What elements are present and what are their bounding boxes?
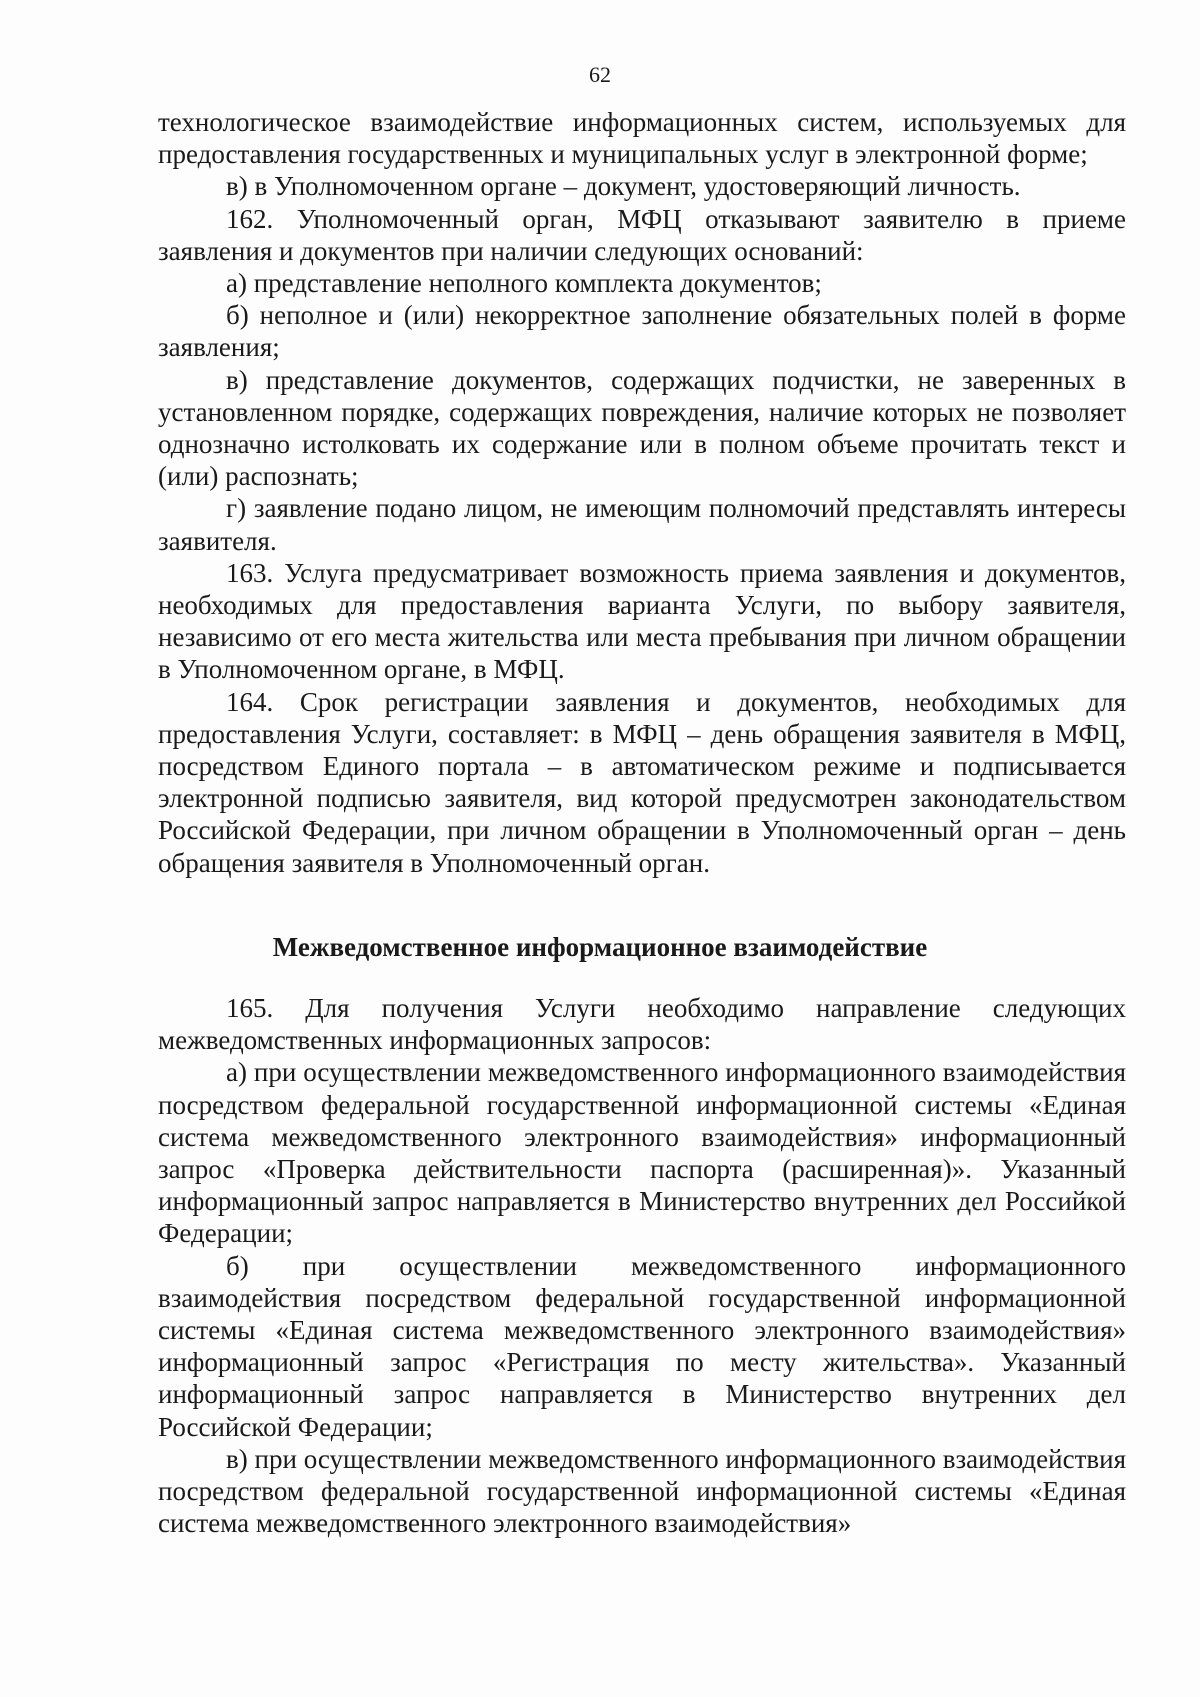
section-heading: Межведомственное информационное взаимодействие — [272, 932, 928, 962]
paragraph-165-v: в) при осуществлении межведомственного информационного взаимодействия посредством федеральной государственной информационной системы «Единая система межведомственного электронного взаимодействия» — [158, 1443, 1126, 1539]
paragraph-162-g: г) заявление подано лицом, не имеющим полномочий представлять интересы заявителя. — [158, 493, 1126, 556]
paragraph-162-v: в) представление документов, содержащих подчистки, не заверенных в установленном порядке, содержащих повреждения, наличие которых не позволяет однозначно истолковать их содержание или в полном объеме прочитать текст и (или) распознать; — [158, 364, 1126, 492]
paragraph-164: 164. Срок регистрации заявления и документов, необходимых для предоставления Услуги, составляет: в МФЦ – день обращения заявителя в МФЦ, посредством Единого портала – в автоматическом режиме и подписывается электронной подписью заявителя, вид которой предусмотрен законодательством Российской Федерации, при личном обращении в Уполномоченный орган – день обращения заявителя в Уполномоченный орган. — [158, 686, 1126, 878]
paragraph-162-b: б) неполное и (или) некорректное заполнение обязательных полей в форме заявления; — [158, 300, 1126, 363]
page-number: 62 — [589, 62, 611, 87]
paragraph-165-b: б) при осуществлении межведомственного информационного взаимодействия посредством федеральной государственной информационной системы «Единая система межведомственного электронного взаимодействия» информационный запрос «Регистрация по месту жительства». Указанный информационный запрос направляется в Министерство внутренних дел Российской Федерации; — [158, 1250, 1126, 1442]
paragraph-continuation: технологическое взаимодействие информационных систем, используемых для предоставления государственных и муниципальных услуг в электронной форме; — [158, 107, 1126, 170]
text-block-1 — [158, 106, 1126, 879]
paragraph-165: 165. Для получения Услуги необходимо направление следующих межведомственных информационных запросов: — [158, 993, 1126, 1056]
paragraph-item-v-identity-document: в) в Уполномоченном органе – документ, удостоверяющий личность. — [226, 171, 1021, 202]
paragraph-162-a: а) представление неполного комплекта документов; — [226, 268, 822, 299]
paragraph-162: 162. Уполномоченный орган, МФЦ отказывают заявителю в приеме заявления и документов при наличии следующих оснований: — [158, 203, 1126, 266]
paragraph-165-a: а) при осуществлении межведомственного информационного взаимодействия посредством федеральной государственной информационной системы «Единая система межведомственного электронного взаимодействия» информационный запрос «Проверка действительности паспорта (расширенная)». Указанный информационный запрос направляется в Министерство внутренних дел Российкой Федерации; — [158, 1057, 1126, 1249]
text-block-2 — [158, 992, 1126, 1539]
paragraph-163: 163. Услуга предусматривает возможность приема заявления и документов, необходимых для предоставления варианта Услуги, по выбору заявителя, независимо от его места жительства или места пребывания при личном обращении в Уполномоченном органе, в МФЦ. — [158, 557, 1126, 685]
